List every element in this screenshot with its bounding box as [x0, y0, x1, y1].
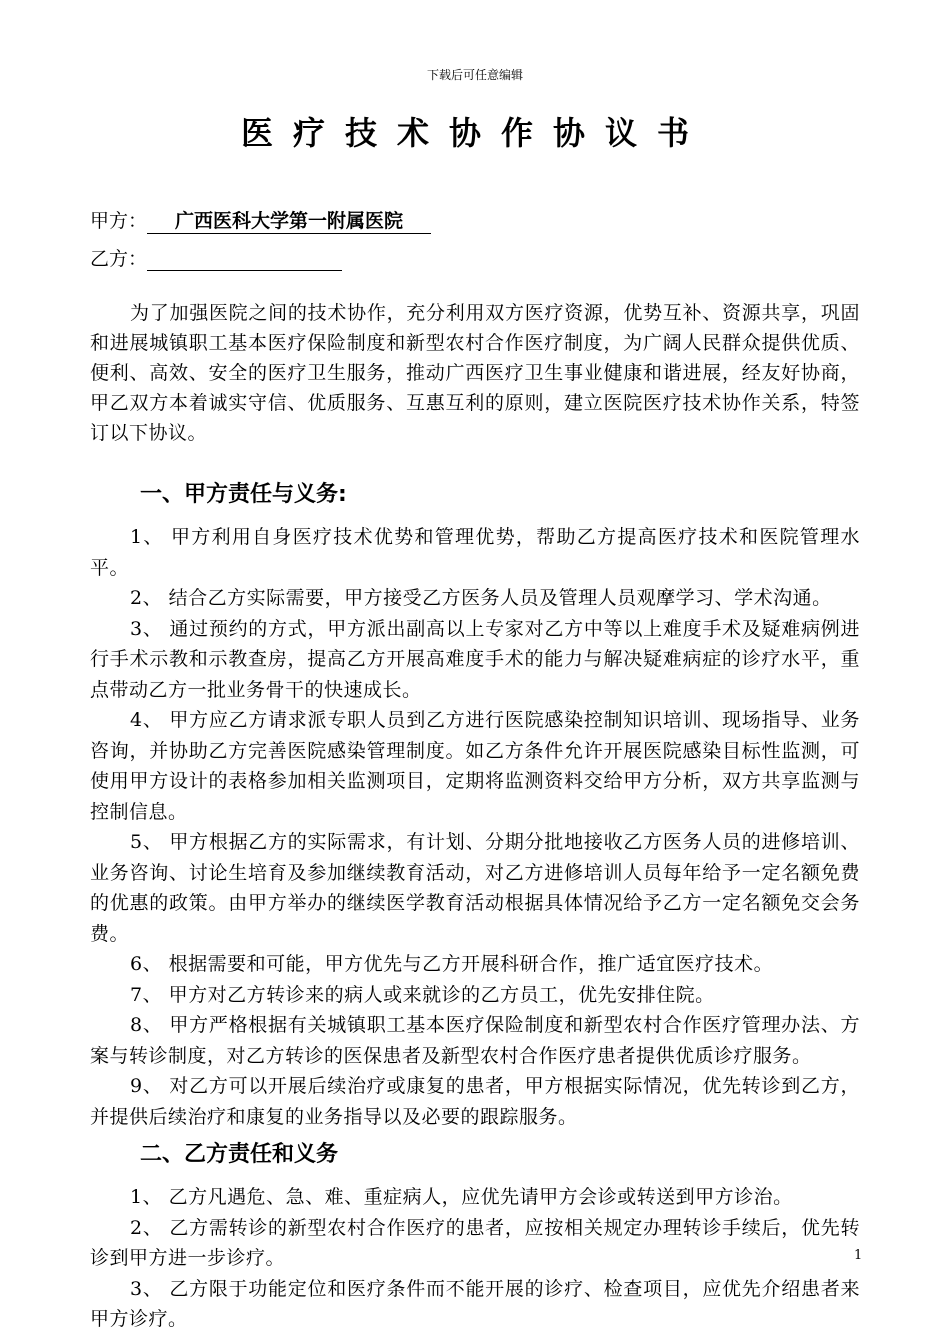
- section1-item: 7、 甲方对乙方转诊来的病人或来就诊的乙方员工，优先安排住院。: [130, 983, 715, 1006]
- party-b-blank: [147, 248, 342, 271]
- section1-item: 4、 甲方应乙方请求派专职人员到乙方进行医院感染控制知识培训、现场指导、业务咨询，并协助乙方完善医院感染管理制度。如乙方条件允许开展医院感染目标性监测，可使用甲方设计的表格参加相关监测项目，定期将监测资料交给甲方分析，双方共享监测与控制信息。: [90, 709, 860, 823]
- document-title: 医疗技术协作协议书: [240, 114, 709, 152]
- section2-item: 2、 乙方需转诊的新型农村合作医疗的患者，应按相关规定办理转诊手续后，优先转诊到甲方进一步诊疗。: [90, 1216, 860, 1269]
- section1-item: 2、 结合乙方实际需要，甲方接受乙方医务人员及管理人员观摩学习、学术沟通。: [130, 587, 832, 609]
- party-b-label: 乙方：: [90, 248, 148, 270]
- section2-heading: 二、乙方责任和义务: [140, 1142, 339, 1167]
- section1-item: 5、 甲方根据乙方的实际需求，有计划、分期分批地接收乙方医务人员的进修培训、业务咨询、讨论生培育及参加继续教育活动，对乙方进修培训人员每年给予一定名额免费的优惠的政策。由甲方举办的继续医学教育活动根据具体情况给予乙方一定名额免交会务费。: [90, 831, 860, 945]
- section1-item: 6、 根据需要和可能，甲方优先与乙方开展科研合作，推广适宜医疗技术。: [130, 953, 774, 975]
- page-number: 1: [854, 1248, 863, 1263]
- section1-item: 3、 通过预约的方式，甲方派出副高以上专家对乙方中等以上难度手术及疑难病例进行手术示教和示教查房，提高乙方开展高难度手术的能力与解决疑难病症的诊疗水平，重点带动乙方一批业务骨干的快速成长。: [90, 617, 860, 701]
- section1-heading: 一、甲方责任与义务:: [140, 482, 347, 507]
- section2-item: 1、 乙方凡遇危、急、难、重症病人，应优先请甲方会诊或转送到甲方诊治。: [130, 1186, 793, 1208]
- party-a-name: 广西医科大学第一附属医院: [147, 209, 431, 234]
- party-a-label: 甲方：: [90, 210, 148, 232]
- agreement-body: [90, 298, 863, 1335]
- section1-item: 9、 对乙方可以开展后续治疗或康复的患者，甲方根据实际情况，优先转诊到乙方，并提供后续治疗和康复的业务指导以及必要的跟踪服务。: [90, 1075, 860, 1128]
- section1-item: 1、 甲方利用自身医疗技术优势和管理优势，帮助乙方提高医疗技术和医院管理水平。: [90, 526, 860, 579]
- section2-list: [90, 1182, 863, 1335]
- intro-paragraph: 为了加强医院之间的技术协作，充分利用双方医疗资源，优势互补、资源共享，巩固和进展城镇职工基本医疗保险制度和新型农村合作医疗制度，为广阔人民群众提供优质、便利、高效、安全的医疗卫生服务，推动广西医疗卫生事业健康和谐进展，经友好协商，甲乙双方本着诚实守信、优质服务、互惠互利的原则，建立医院医疗技术协作关系，特签订以下协议。: [90, 302, 860, 444]
- section1-item: 8、 甲方严格根据有关城镇职工基本医疗保险制度和新型农村合作医疗管理办法、方案与转诊制度，对乙方转诊的医保患者及新型农村合作医疗患者提供优质诊疗服务。: [90, 1014, 860, 1067]
- party-a-line: [90, 206, 431, 234]
- header-note: 下载后可任意编辑: [426, 68, 523, 82]
- section2-item: 3、 乙方限于功能定位和医疗条件而不能开展的诊疗、检查项目，应优先介绍患者来甲方诊疗。: [90, 1277, 860, 1330]
- party-b-line: [90, 244, 342, 271]
- section1-list: [90, 522, 860, 1132]
